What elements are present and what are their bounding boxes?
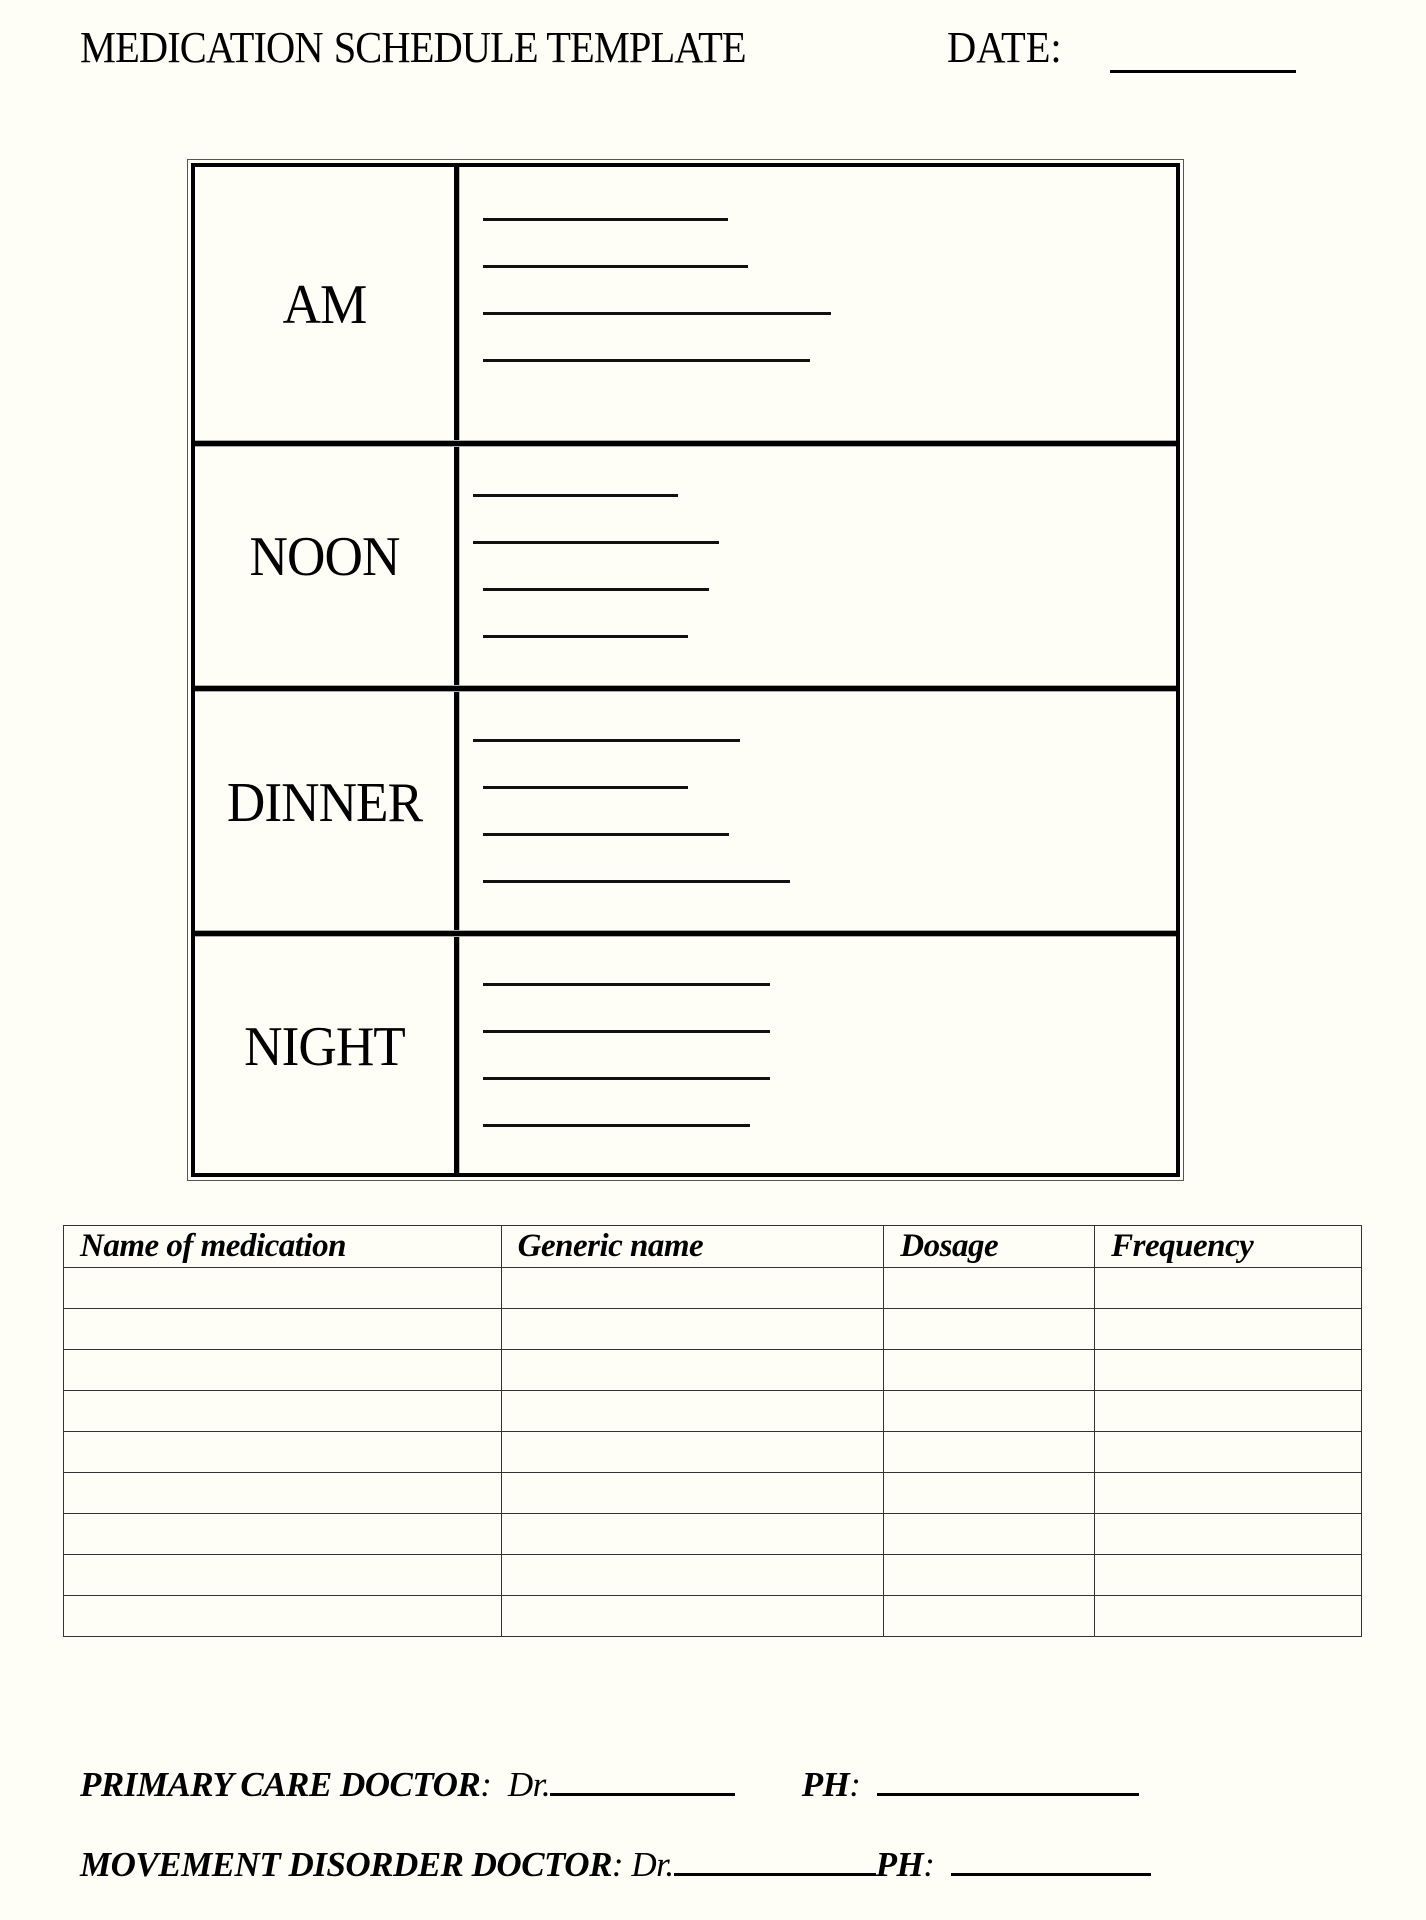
cell-dosage[interactable] [884,1596,1095,1637]
schedule-line-night-4[interactable] [483,1124,750,1127]
schedule-label-noon: NOON [249,526,400,588]
cell-generic[interactable] [501,1596,884,1637]
page-title [80,22,746,73]
date-field[interactable] [1110,70,1296,73]
cell-dosage[interactable] [884,1350,1095,1391]
schedule-grid [187,159,1184,1181]
movement-disorder-doctor-label: MOVEMENT DISORDER DOCTOR [80,1845,612,1884]
title-part-1: MEDICATION [80,23,323,72]
cell-dosage[interactable] [884,1391,1095,1432]
primary-doctor-name-field[interactable] [550,1763,735,1796]
cell-frequency[interactable] [1095,1350,1362,1391]
cell-frequency[interactable] [1095,1555,1362,1596]
primary-care-doctor-line: PRIMARY CARE DOCTOR: Dr. PH: [80,1763,1139,1805]
cell-dosage[interactable] [884,1555,1095,1596]
table-row [64,1432,1362,1473]
cell-generic[interactable] [501,1514,884,1555]
date-label: DATE: [947,23,1062,72]
header-name-of-medication: Name of medication [64,1226,502,1268]
header-generic-name: Generic name [501,1226,884,1268]
cell-dosage[interactable] [884,1268,1095,1309]
header-frequency: Frequency [1095,1226,1362,1268]
schedule-line-night-2[interactable] [483,1030,770,1033]
header-dosage: Dosage [884,1226,1095,1268]
cell-dosage[interactable] [884,1309,1095,1350]
schedule-line-noon-4[interactable] [483,635,688,638]
cell-generic[interactable] [501,1391,884,1432]
primary-dr-prefix: Dr. [507,1765,551,1804]
cell-dosage[interactable] [884,1432,1095,1473]
table-row [64,1350,1362,1391]
cell-dosage[interactable] [884,1514,1095,1555]
cell-medication[interactable] [64,1432,502,1473]
primary-phone-field[interactable] [877,1763,1139,1796]
schedule-line-night-3[interactable] [483,1077,770,1080]
table-header-row [64,1226,1362,1268]
schedule-row-divider [195,685,1176,692]
schedule-column-divider [454,167,460,1173]
cell-frequency[interactable] [1095,1432,1362,1473]
movement-disorder-doctor-line: MOVEMENT DISORDER DOCTOR: Dr. PH: [80,1843,1151,1885]
cell-generic[interactable] [501,1432,884,1473]
medication-table [63,1225,1362,1637]
cell-medication[interactable] [64,1309,502,1350]
movement-doctor-name-field[interactable] [674,1843,876,1876]
table-row [64,1309,1362,1350]
cell-medication[interactable] [64,1555,502,1596]
cell-generic[interactable] [501,1268,884,1309]
schedule-line-night-1[interactable] [483,983,770,986]
cell-frequency[interactable] [1095,1391,1362,1432]
cell-medication[interactable] [64,1391,502,1432]
schedule-line-noon-2[interactable] [473,541,719,544]
table-row [64,1473,1362,1514]
cell-frequency[interactable] [1095,1473,1362,1514]
cell-generic[interactable] [501,1350,884,1391]
cell-frequency[interactable] [1095,1268,1362,1309]
table-row [64,1596,1362,1637]
schedule-line-dinner-3[interactable] [483,833,729,836]
schedule-line-am-1[interactable] [483,218,728,221]
table-row [64,1555,1362,1596]
schedule-line-noon-3[interactable] [483,588,709,591]
schedule-line-noon-1[interactable] [473,494,678,497]
cell-frequency[interactable] [1095,1596,1362,1637]
schedule-line-am-4[interactable] [483,359,810,362]
primary-care-doctor-label: PRIMARY CARE DOCTOR [80,1765,481,1804]
movement-dr-prefix: Dr. [631,1845,674,1884]
movement-phone-label: PH [875,1845,924,1884]
cell-medication[interactable] [64,1350,502,1391]
cell-medication[interactable] [64,1596,502,1637]
schedule-line-dinner-4[interactable] [483,880,790,883]
cell-medication[interactable] [64,1268,502,1309]
cell-medication[interactable] [64,1473,502,1514]
schedule-line-dinner-1[interactable] [473,739,740,742]
cell-generic[interactable] [501,1309,884,1350]
cell-generic[interactable] [501,1555,884,1596]
cell-dosage[interactable] [884,1473,1095,1514]
schedule-label-dinner: DINNER [226,772,423,834]
primary-phone-label: PH [801,1765,850,1804]
schedule-label-am: AM [282,274,367,336]
schedule-line-am-3[interactable] [483,312,831,315]
table-row [64,1514,1362,1555]
movement-phone-field[interactable] [951,1843,1151,1876]
cell-medication[interactable] [64,1514,502,1555]
cell-frequency[interactable] [1095,1514,1362,1555]
schedule-row-divider [195,440,1176,447]
cell-generic[interactable] [501,1473,884,1514]
cell-frequency[interactable] [1095,1309,1362,1350]
table-row [64,1391,1362,1432]
schedule-label-night: NIGHT [244,1016,405,1078]
schedule-row-divider [195,930,1176,937]
schedule-line-am-2[interactable] [483,265,748,268]
title-part-2: SCHEDULE TEMPLATE [333,23,746,72]
schedule-line-dinner-2[interactable] [483,786,688,789]
table-row [64,1268,1362,1309]
